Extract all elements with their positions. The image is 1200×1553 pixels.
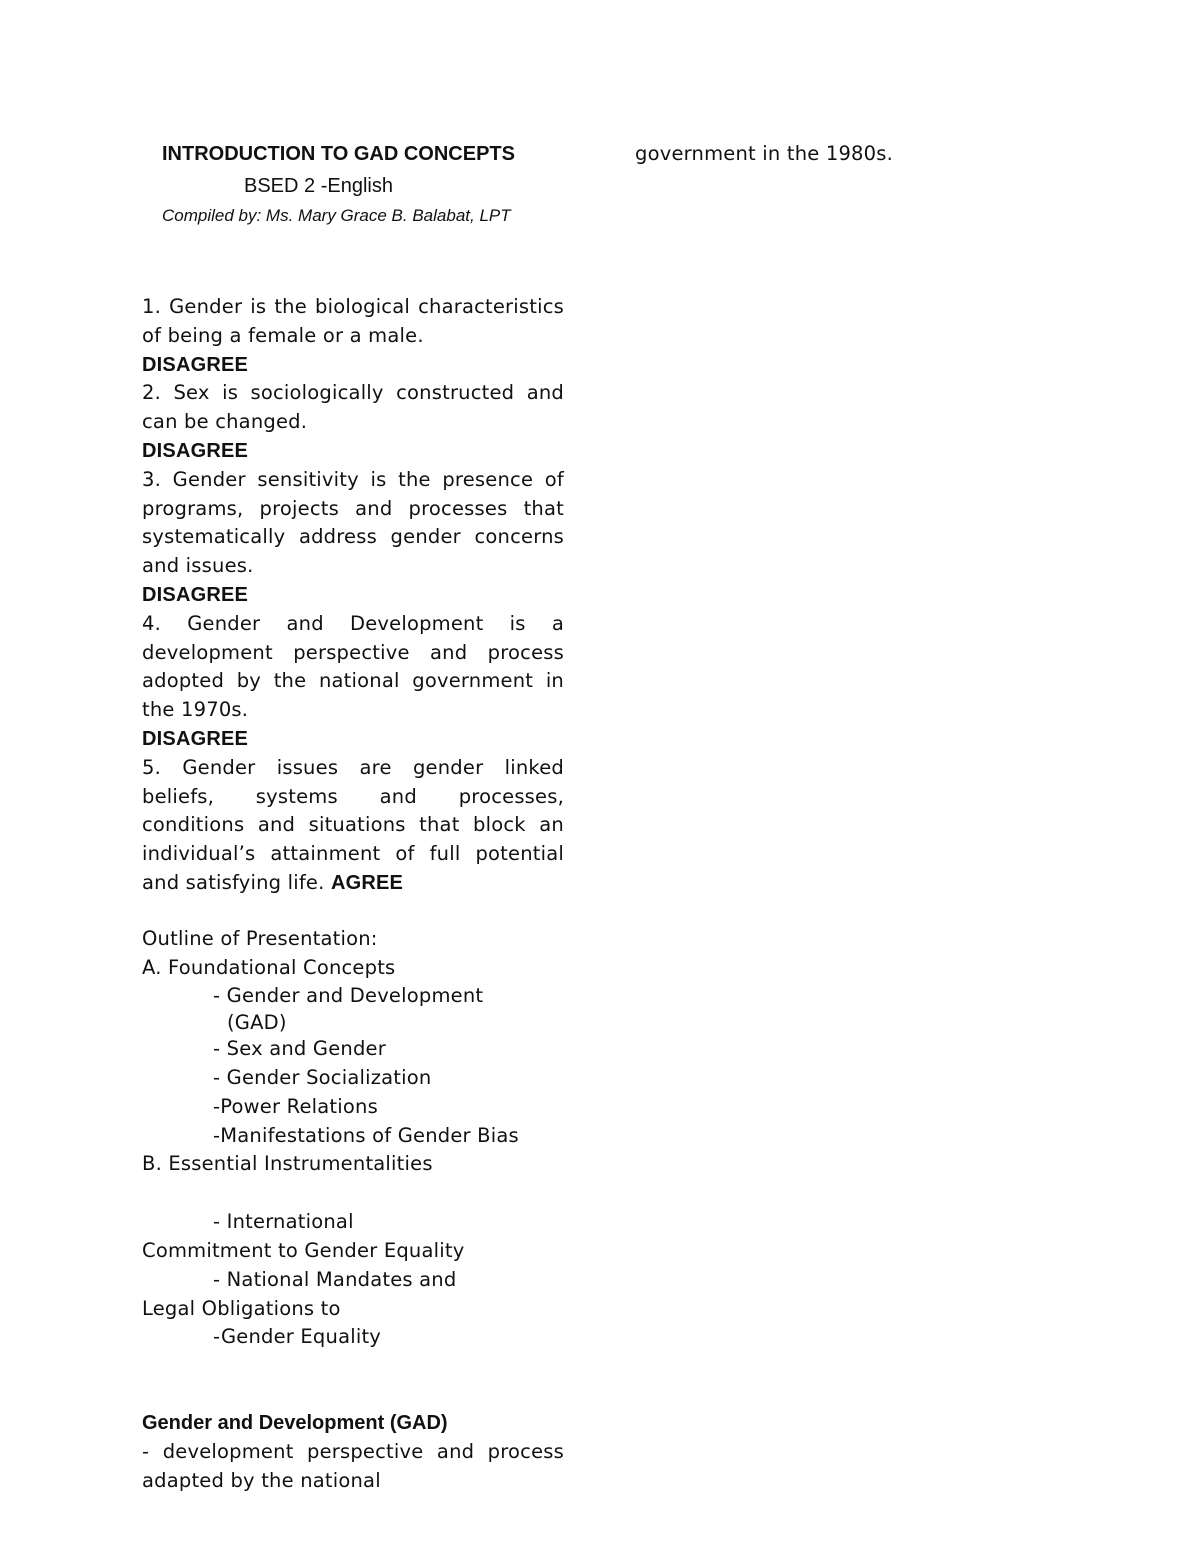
document-title: INTRODUCTION TO GAD CONCEPTS — [162, 143, 515, 165]
answer-5: AGREE — [330, 871, 404, 894]
gad-section-heading: Gender and Development (GAD) — [142, 1412, 448, 1435]
questions-list — [142, 293, 564, 898]
spacer — [142, 1179, 564, 1208]
spacer — [142, 1352, 564, 1409]
outline-item: (GAD) — [227, 1011, 287, 1035]
outline-item: -Manifestations of Gender Bias — [213, 1123, 519, 1147]
outline-item: -Gender Equality — [213, 1325, 382, 1349]
outline-item: - Gender and Development — [213, 984, 484, 1008]
question-5 — [142, 754, 564, 898]
outline-section — [142, 925, 564, 1409]
question-5-text: 5. Gender issues are gender linked beliefs, systems and processes, conditions and situations that block an individual’s attainment of full potential and satisfying life. — [142, 755, 564, 894]
outline-section-a: A. Foundational Concepts — [142, 955, 396, 979]
question-4: 4. Gender and Development is a development perspective and process adopted by the national government in the 1970s. — [142, 611, 564, 722]
answer-4: DISAGREE — [142, 727, 249, 750]
outline-item: - Sex and Gender — [213, 1037, 386, 1061]
answer-1: DISAGREE — [142, 353, 249, 376]
question-3: 3. Gender sensitivity is the presence of programs, projects and processes that systematically address gender concerns and issues. — [142, 467, 564, 578]
outline-item: -Power Relations — [213, 1094, 378, 1118]
outline-section-b: B. Essential Instrumentalities — [142, 1152, 433, 1176]
document-subtitle: BSED 2 -English — [244, 175, 393, 197]
question-1: 1. Gender is the biological characteristics of being a female or a male. — [142, 295, 564, 347]
question-2: 2. Sex is sociologically constructed and can be changed. — [142, 381, 564, 434]
outline-item: - National Mandates and — [213, 1267, 457, 1291]
answer-2: DISAGREE — [142, 439, 249, 462]
outline-heading: Outline of Presentation: — [142, 926, 378, 950]
answer-3: DISAGREE — [142, 583, 249, 606]
outline-item: - Gender Socialization — [213, 1065, 432, 1089]
outline-item: Legal Obligations to — [142, 1296, 341, 1320]
outline-item: Commitment to Gender Equality — [142, 1238, 465, 1262]
outline-item: - International — [213, 1210, 354, 1234]
compiled-by-line: Compiled by: Ms. Mary Grace B. Balabat, LPT — [162, 206, 511, 225]
gad-section-continued: government in the 1980s. — [635, 142, 894, 165]
gad-section-text: - development perspective and process adapted by the national — [142, 1439, 564, 1492]
right-column — [635, 140, 1065, 168]
left-column — [142, 140, 564, 1495]
